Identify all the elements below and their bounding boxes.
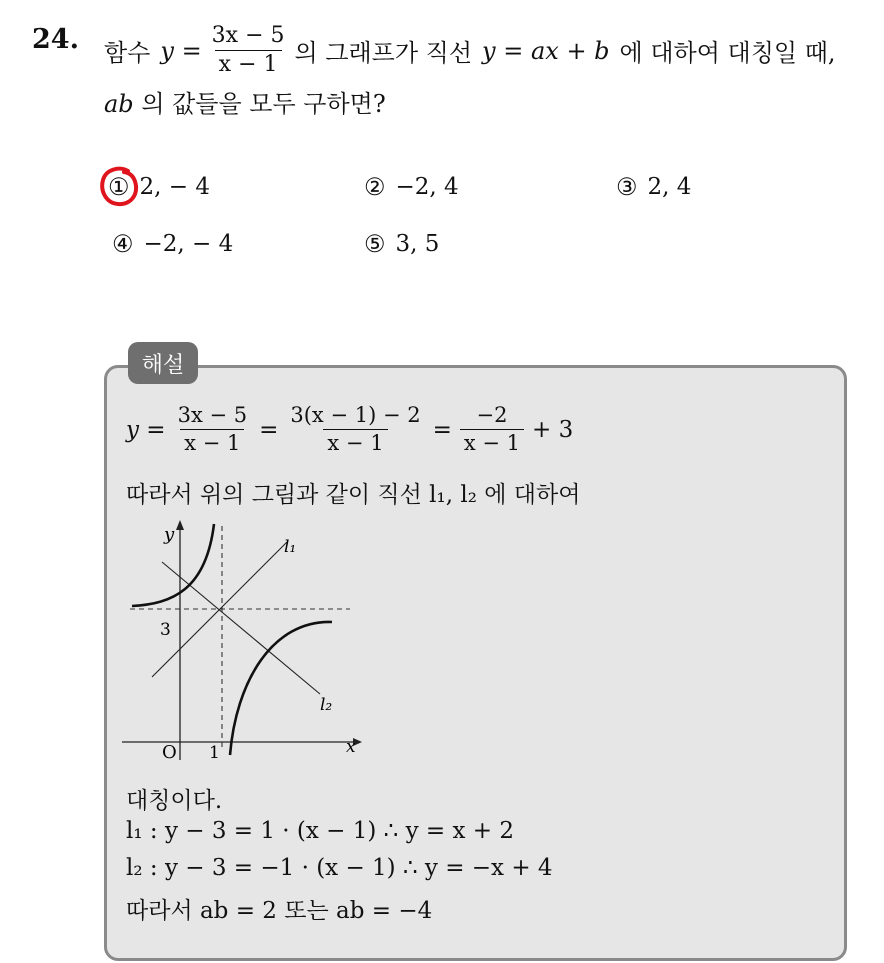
solution-eq-sign-2: = <box>432 416 452 443</box>
y-axis-label: y <box>164 524 175 545</box>
choice-4[interactable] <box>112 230 233 258</box>
choice-2-text: −2, 4 <box>395 174 459 200</box>
choice-3-text: 2, 4 <box>647 174 692 200</box>
solution-eq-tail: + 3 <box>532 416 574 443</box>
fraction-3-numerator: −2 <box>476 403 508 427</box>
fraction-2-denominator: x − 1 <box>323 429 387 455</box>
line-equation: y = ax + b <box>482 36 610 65</box>
solution-equation <box>126 404 573 455</box>
solution-graph <box>122 512 372 762</box>
function-denominator: x − 1 <box>215 50 282 77</box>
l2-label: l₂ <box>320 695 333 715</box>
solution-badge: 해설 <box>128 342 198 384</box>
choice-2-mark: ② <box>364 173 386 201</box>
solution-line-6: 따라서 ab = 2 또는 ab = −4 <box>126 898 433 924</box>
x-tick-label: 1 <box>209 743 220 762</box>
choice-1-text: 2, − 4 <box>139 174 210 200</box>
choice-3-mark: ③ <box>616 173 638 201</box>
solution-line-5: l₂ : y − 3 = −1 · (x − 1) ∴ y = −x + 4 <box>126 855 553 881</box>
solution-line-3: 대칭이다. <box>126 788 223 814</box>
solution-line-2: 따라서 위의 그림과 같이 직선 l₁, l₂ 에 대하여 <box>126 482 581 508</box>
question-line-2-text: 의 값들을 모두 구하면? <box>141 90 386 118</box>
question-line-2 <box>104 84 386 119</box>
solution-eq-lhs: y = <box>126 416 166 443</box>
origin-label: O <box>162 742 177 762</box>
l1-label: l₁ <box>284 537 297 557</box>
fraction-3-denominator: x − 1 <box>460 429 524 455</box>
function-lhs: y = <box>160 36 202 65</box>
question-middle: 의 그래프가 직선 <box>294 39 473 68</box>
fraction-1-denominator: x − 1 <box>180 429 244 455</box>
choice-2[interactable] <box>364 173 459 201</box>
question-suffix: 에 대하여 대칭일 때, <box>619 39 836 68</box>
function-numerator: 3x − 5 <box>211 23 285 48</box>
choice-3[interactable] <box>616 173 691 201</box>
function-fraction <box>208 24 289 77</box>
solution-eq-sign-1: = <box>259 416 279 443</box>
hyperbola-right-branch <box>230 622 332 755</box>
solution-line-4: l₁ : y − 3 = 1 · (x − 1) ∴ y = x + 2 <box>126 818 515 844</box>
fraction-1-numerator: 3x − 5 <box>177 403 248 427</box>
solution-fraction-3 <box>460 404 524 455</box>
question-line-1 <box>104 24 836 77</box>
choice-4-mark: ④ <box>112 230 134 258</box>
choice-1-mark: ① <box>108 173 130 201</box>
choice-4-text: −2, − 4 <box>143 231 234 257</box>
x-axis-label: x <box>346 737 356 757</box>
choice-5-mark: ⑤ <box>364 230 386 258</box>
question-number: 24. <box>32 24 79 55</box>
y-tick-label: 3 <box>160 620 171 640</box>
ab-variable: ab <box>104 90 134 118</box>
question-prefix: 함수 <box>104 39 151 68</box>
solution-fraction-2 <box>286 404 424 455</box>
choice-5[interactable] <box>364 230 439 258</box>
selected-answer-circle-icon <box>98 164 142 210</box>
fraction-2-numerator: 3(x − 1) − 2 <box>290 403 421 427</box>
solution-fraction-1 <box>174 404 252 455</box>
choice-5-text: 3, 5 <box>395 231 440 257</box>
y-axis-arrow-icon <box>176 520 184 530</box>
